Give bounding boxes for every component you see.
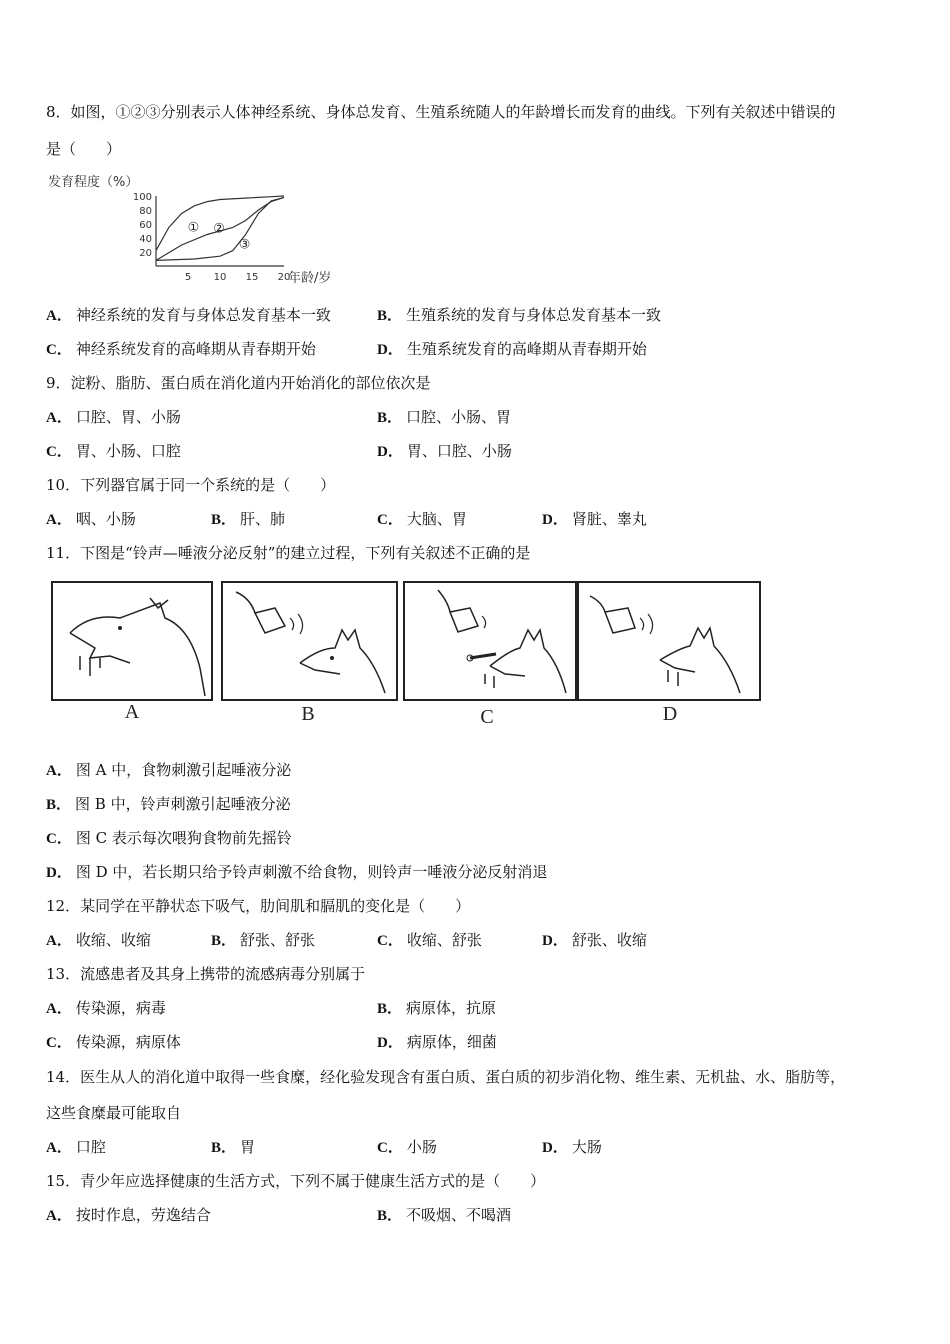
x-tick-label: 5	[184, 272, 192, 283]
q8-option-a-text: 神经系统的发育与身体总发育基本一致	[75, 306, 331, 324]
q12-option-d[interactable]: D． 舒张、收缩	[542, 931, 647, 949]
q8-option-b[interactable]: B． 生殖系统的发育与身体总发育基本一致	[377, 306, 662, 324]
q11-option-a-text: 图 A 中，食物刺激引起唾液分泌	[75, 761, 292, 779]
x-tick-label: 10	[213, 272, 227, 283]
q14-stem-line2: 这些食糜最可能取自	[46, 1104, 182, 1122]
q11-option-d[interactable]: D． 图 D 中，若长期只给予铃声刺激不给食物，则铃声一唾液分泌反射消退	[46, 863, 548, 881]
q15-option-a-text: 按时作息，劳逸结合	[75, 1206, 211, 1224]
q13-option-b[interactable]: B． 病原体，抗原	[377, 999, 497, 1017]
q11-option-c[interactable]: C． 图 C 表示每次喂狗食物前先摇铃	[46, 829, 292, 847]
q10-option-c[interactable]: C． 大脑、胃	[377, 510, 467, 528]
q8-development-chart	[44, 170, 364, 290]
frame-a	[52, 582, 212, 700]
y-tick-label: 80	[139, 206, 152, 217]
q11-option-c-text: 图 C 表示每次喂狗食物前先摇铃	[75, 829, 292, 847]
q14-stem-line1: 14．医生从人的消化道中取得一些食糜，经化验发现含有蛋白质、蛋白质的初步消化物、维生素、无机盐、水、脂肪等，	[46, 1068, 846, 1086]
q15-option-b-text: 不吸烟、不喝酒	[406, 1206, 512, 1224]
q9-option-a[interactable]: A． 口腔、胃、小肠	[46, 408, 181, 426]
q14-option-c[interactable]: C． 小肠	[377, 1138, 437, 1156]
frame-c	[404, 582, 576, 700]
q11-option-b-text: 图 B 中，铃声刺激引起唾液分泌	[75, 795, 291, 813]
q9-option-b[interactable]: B． 口腔、小肠、胃	[377, 408, 512, 426]
q10-option-b[interactable]: B． 肝、肺	[211, 510, 286, 528]
q8-stem-line2: 是（ ）	[46, 140, 122, 158]
q10-option-a[interactable]: A． 咽、小肠	[46, 510, 136, 528]
frame-d	[578, 582, 760, 700]
q12-option-d-text: 舒张、收缩	[571, 931, 647, 949]
q13-option-b-text: 病原体，抗原	[406, 999, 497, 1017]
frame-label-a: A	[124, 701, 140, 723]
q10-option-b-text: 肝、肺	[240, 510, 286, 528]
q13-option-c-text: 传染源，病原体	[75, 1033, 181, 1051]
q9-stem: 9．淀粉、脂肪、蛋白质在消化道内开始消化的部位依次是	[46, 374, 431, 392]
q14-option-d[interactable]: D． 大肠	[542, 1138, 602, 1156]
frame-label-b: B	[301, 703, 315, 725]
q11-option-d-text: 图 D 中，若长期只给予铃声刺激不给食物，则铃声一唾液分泌反射消退	[75, 863, 548, 881]
x-tick-label: 20	[277, 272, 291, 283]
x-tick-label: 15	[245, 272, 259, 283]
q14-option-b[interactable]: B． 胃	[211, 1138, 256, 1156]
q10-option-d-text: 肾脏、睾丸	[571, 510, 647, 528]
y-tick-label: 20	[139, 248, 152, 259]
q15-stem: 15．青少年应选择健康的生活方式，下列不属于健康生活方式的是（ ）	[46, 1172, 546, 1190]
chart-ylabel: 发育程度（%）	[48, 175, 139, 190]
q15-option-a[interactable]: A． 按时作息，劳逸结合	[46, 1206, 211, 1224]
q13-option-d-text: 病原体，细菌	[406, 1033, 497, 1051]
q14-option-c-text: 小肠	[406, 1138, 437, 1156]
q11-reflex-figure	[50, 578, 770, 730]
q13-option-a-text: 传染源，病毒	[75, 999, 166, 1017]
q14-option-d-text: 大肠	[571, 1138, 602, 1156]
q12-stem: 12．某同学在平静状态下吸气，肋间肌和膈肌的变化是（ ）	[46, 897, 471, 915]
q12-option-c-text: 收缩、舒张	[406, 931, 482, 949]
q13-stem: 13．流感患者及其身上携带的流感病毒分别属于	[46, 965, 366, 983]
q13-option-c[interactable]: C． 传染源，病原体	[46, 1033, 181, 1051]
q11-option-b[interactable]: B． 图 B 中，铃声刺激引起唾液分泌	[46, 795, 291, 813]
q9-option-c-text: 胃、小肠、口腔	[75, 442, 181, 460]
q8-option-c[interactable]: C． 神经系统发育的高峰期从青春期开始	[46, 340, 316, 358]
series-label-2: ②	[213, 221, 225, 237]
y-tick-label: 40	[139, 234, 152, 245]
q9-option-a-text: 口腔、胃、小肠	[75, 408, 181, 426]
frame-label-c: C	[480, 706, 494, 728]
q10-option-c-text: 大脑、胃	[406, 510, 467, 528]
q12-option-c[interactable]: C． 收缩、舒张	[377, 931, 482, 949]
y-tick-label: 60	[139, 220, 152, 231]
q10-option-d[interactable]: D． 肾脏、睾丸	[542, 510, 647, 528]
q8-option-d[interactable]: D． 生殖系统发育的高峰期从青春期开始	[377, 340, 647, 358]
q9-option-d-text: 胃、口腔、小肠	[406, 442, 512, 460]
q8-option-c-text: 神经系统发育的高峰期从青春期开始	[75, 340, 316, 358]
q14-option-a-text: 口腔	[75, 1138, 106, 1156]
q10-stem: 10．下列器官属于同一个系统的是（ ）	[46, 476, 336, 494]
q9-option-c[interactable]: C． 胃、小肠、口腔	[46, 442, 181, 460]
series-label-3: ③	[238, 237, 251, 253]
q9-option-b-text: 口腔、小肠、胃	[406, 408, 512, 426]
q9-option-d[interactable]: D． 胃、口腔、小肠	[377, 442, 512, 460]
q10-option-a-text: 咽、小肠	[75, 510, 136, 528]
q12-option-b[interactable]: B． 舒张、舒张	[211, 931, 316, 949]
chart-xlabel: 年龄/岁	[288, 271, 332, 286]
q15-option-b[interactable]: B． 不吸烟、不喝酒	[377, 1206, 512, 1224]
q13-option-d[interactable]: D． 病原体，细菌	[377, 1033, 497, 1051]
q14-option-a[interactable]: A． 口腔	[46, 1138, 106, 1156]
q11-option-a[interactable]: A． 图 A 中，食物刺激引起唾液分泌	[46, 761, 292, 779]
frame-b	[222, 582, 397, 700]
q8-option-a[interactable]: A． 神经系统的发育与身体总发育基本一致	[46, 306, 331, 324]
q12-option-b-text: 舒张、舒张	[240, 931, 316, 949]
q12-option-a-text: 收缩、收缩	[75, 931, 151, 949]
q8-option-d-text: 生殖系统发育的高峰期从青春期开始	[406, 340, 647, 358]
q13-option-a[interactable]: A． 传染源，病毒	[46, 999, 166, 1017]
frame-label-d: D	[662, 703, 678, 725]
y-tick-label: 100	[132, 192, 152, 203]
q8-option-b-text: 生殖系统的发育与身体总发育基本一致	[406, 306, 662, 324]
series-label-1: ①	[187, 220, 200, 236]
q11-stem: 11．下图是“铃声—唾液分泌反射”的建立过程，下列有关叙述不正确的是	[46, 544, 531, 562]
q12-option-a[interactable]: A． 收缩、收缩	[46, 931, 151, 949]
q8-stem-line1: 8．如图，①②③分别表示人体神经系统、身体总发育、生殖系统随人的年龄增长而发育的曲线。下列有关叙述中错误的	[46, 103, 836, 121]
q14-option-b-text: 胃	[240, 1138, 256, 1156]
